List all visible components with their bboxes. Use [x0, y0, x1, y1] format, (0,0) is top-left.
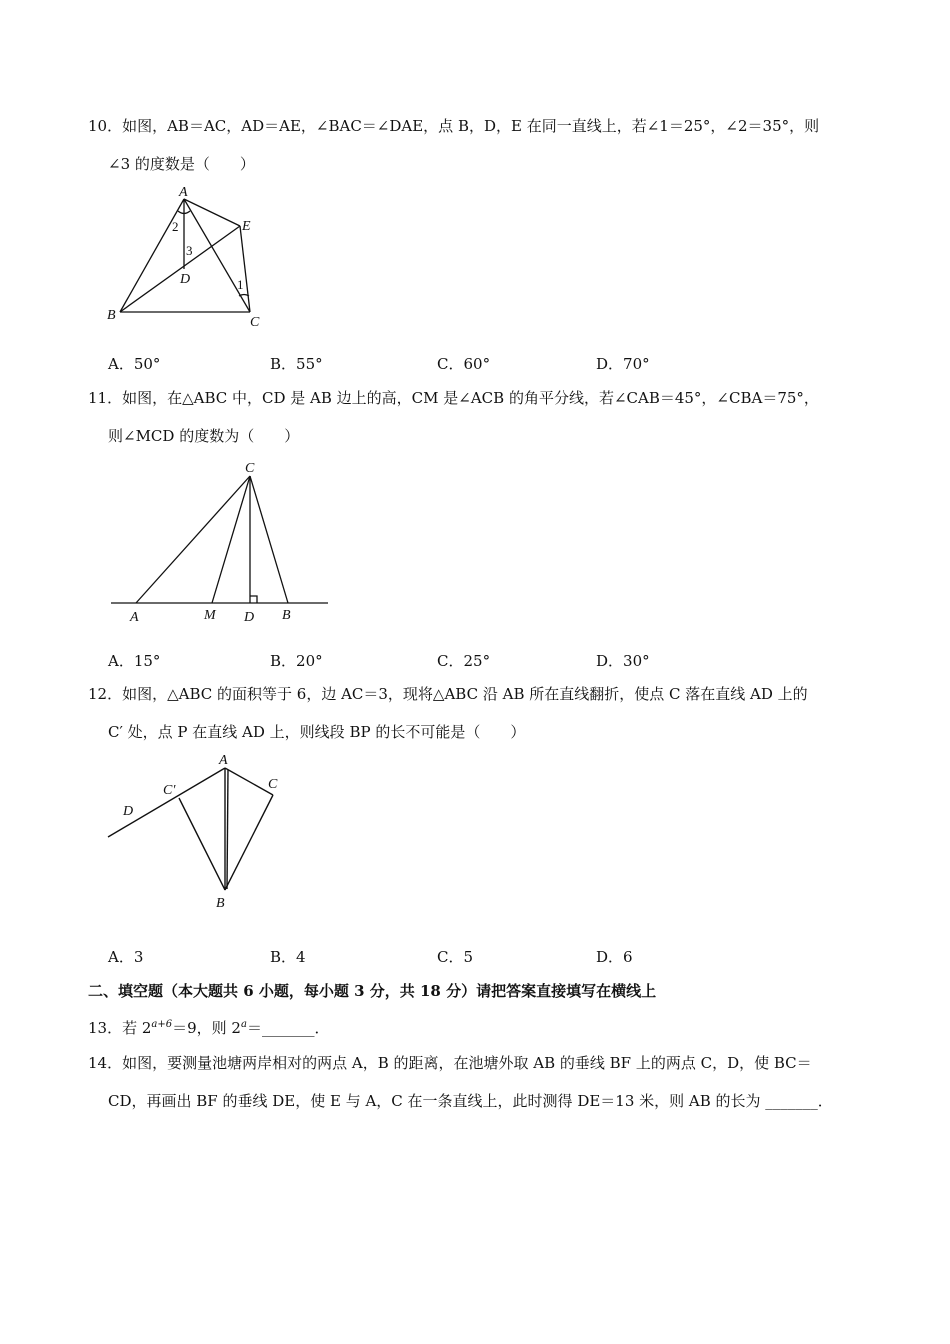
q12-option-a[interactable]: A．3: [108, 948, 144, 966]
fig12-label-A: A: [219, 753, 228, 768]
q11-option-b[interactable]: B．20°: [270, 652, 323, 670]
question-14-line-2: CD，再画出 BF 的垂线 DE，使 E 与 A，C 在一条直线上，此时测得 DE＝13 米，则 AB 的长为 _______．: [108, 1092, 833, 1110]
fig12-label-C: C: [268, 777, 278, 792]
q10-option-c[interactable]: C．60°: [437, 355, 491, 373]
fig10-label-B: B: [107, 308, 116, 323]
fig12-label-C-prime: C′: [163, 783, 176, 798]
fig11-label-C: C: [245, 461, 255, 476]
question-10-options: [108, 353, 808, 375]
question-13: [88, 1006, 868, 1047]
question-10-line-2: ∠3 的度数是（ ）: [108, 155, 255, 173]
q10-option-d[interactable]: D．70°: [596, 355, 650, 373]
figure-q11: [108, 458, 333, 628]
question-14: [88, 1044, 868, 1120]
fig10-label-3: 3: [186, 243, 193, 258]
fig10-label-E: E: [242, 219, 251, 234]
figure-q10: [100, 184, 270, 334]
fig10-label-A: A: [179, 185, 188, 200]
q12-option-d[interactable]: D．6: [596, 948, 633, 966]
question-12-options: [108, 946, 808, 968]
figure-q12: [105, 750, 295, 915]
question-11-line-2: 则∠MCD 的度数为（ ）: [108, 427, 300, 445]
fig10-label-2: 2: [172, 219, 179, 234]
section-2-heading: 二、填空题（本大题共 6 小题，每小题 3 分，共 18 分）请把答案直接填写在横线上: [88, 982, 657, 1000]
fig12-label-B: B: [216, 896, 225, 911]
question-10: [88, 107, 868, 183]
fig11-label-M: M: [204, 608, 216, 623]
q12-option-b[interactable]: B．4: [270, 948, 306, 966]
q11-option-d[interactable]: D．30°: [596, 652, 650, 670]
question-12-line-1: 12．如图，△ABC 的面积等于 6，边 AC＝3，现将△ABC 沿 AB 所在直线翻折，使点 C 落在直线 AD 上的: [88, 685, 808, 703]
q12-option-c[interactable]: C．5: [437, 948, 474, 966]
question-12-line-2: C′ 处，点 P 在直线 AD 上，则线段 BP 的长不可能是（ ）: [108, 723, 526, 741]
question-11: [88, 379, 868, 455]
q10-option-b[interactable]: B．55°: [270, 355, 323, 373]
q10-option-a[interactable]: A．50°: [108, 355, 161, 373]
q13-exponent-2: a: [240, 1019, 247, 1030]
question-12: [88, 675, 868, 751]
q11-option-a[interactable]: A．15°: [108, 652, 161, 670]
question-11-options: [108, 650, 808, 672]
question-11-line-1: 11．如图，在△ABC 中，CD 是 AB 边上的高，CM 是∠ACB 的角平分线，若∠CAB＝45°，∠CBA＝75°，: [88, 389, 819, 407]
fig11-label-B: B: [282, 608, 291, 623]
fig11-label-D: D: [244, 610, 255, 625]
fig12-label-D: D: [123, 804, 134, 819]
q13-exponent-1: a+6: [151, 1019, 173, 1030]
fig11-label-A: A: [130, 610, 139, 625]
q11-option-c[interactable]: C．25°: [437, 652, 491, 670]
question-14-line-1: 14．如图，要测量池塘两岸相对的两点 A，B 的距离，在池塘外取 AB 的垂线 BF 上的两点 C，D，使 BC＝: [88, 1054, 812, 1072]
q13-answer-blank[interactable]: ＝_______．: [246, 1019, 330, 1037]
fig10-label-C: C: [250, 315, 260, 330]
q13-prefix: 13．若 2: [88, 1019, 152, 1037]
fig10-label-1: 1: [237, 277, 244, 292]
q13-middle: ＝9，则 2: [172, 1019, 241, 1037]
fig10-label-D: D: [180, 272, 191, 287]
question-10-line-1: 10．如图，AB＝AC，AD＝AE，∠BAC＝∠DAE，点 B，D，E 在同一直线上，若∠1＝25°，∠2＝35°，则: [88, 117, 820, 135]
